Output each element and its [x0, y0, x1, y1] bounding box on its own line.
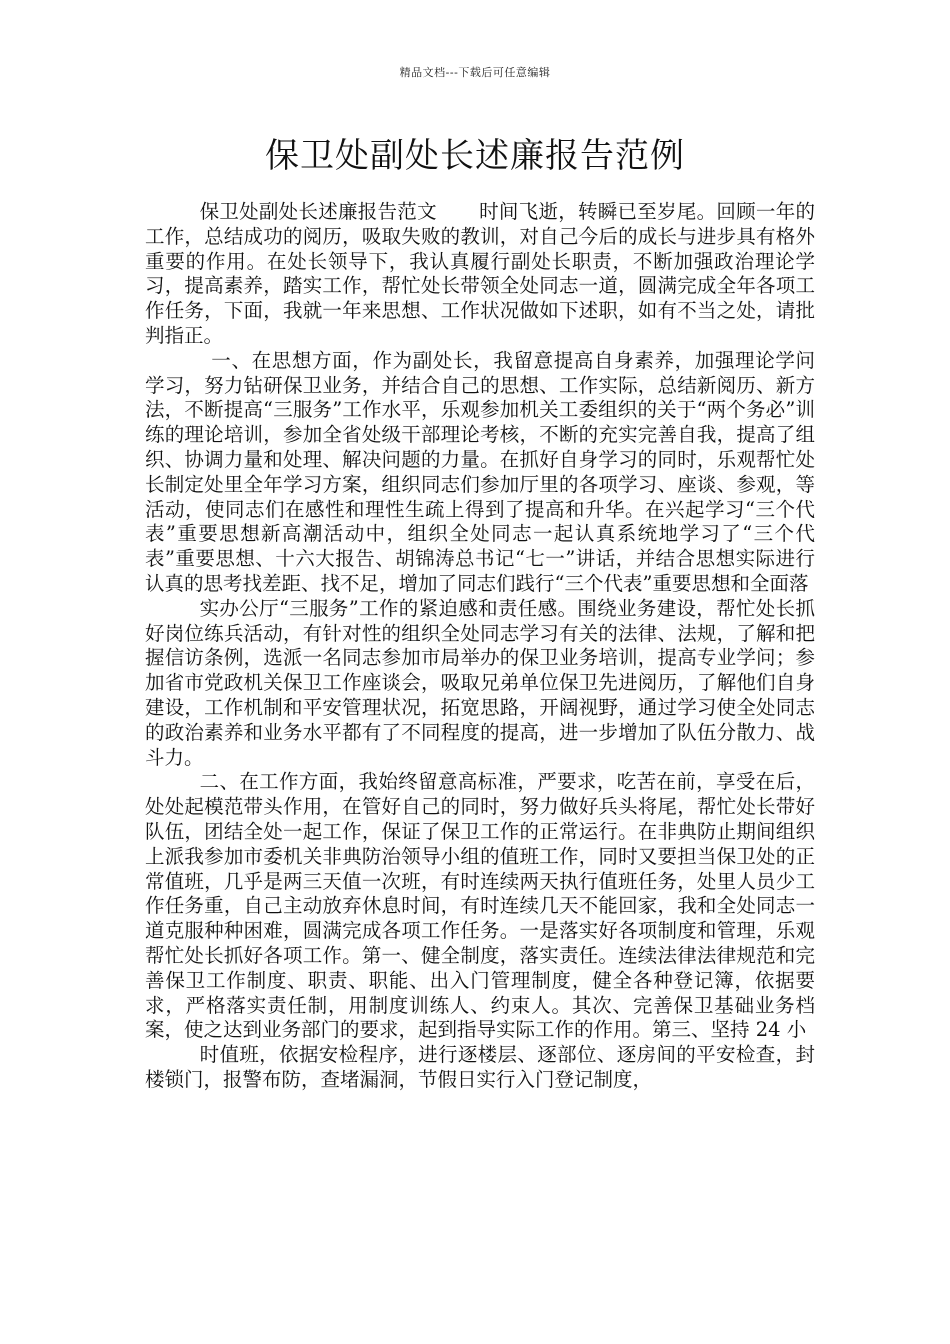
paragraph-continuation: 实办公厅“三服务”工作的紧迫感和责任感。围绕业务建设，帮忙处长抓好岗位练兵活动，有针对性的组织全处同志学习有关的法律、法规，了解和把握信访条例，选派一名同志参加市局举办的保卫业务培训，提高专业学问；参加省市党政机关保卫工作座谈会，吸取兄弟单位保卫先进阅历，了解他们自身建设，工作机制和平安管理状况，拓宽思路，开阔视野，通过学习使全处同志的政治素养和业务水平都有了不同程度的提高，进一步增加了队伍分散力、战斗力。	[145, 596, 815, 769]
paragraph-duty: 时值班，依据安检程序，进行逐楼层、逐部位、逐房间的平安检查，封楼锁门，报警布防，查堵漏洞，节假日实行入门登记制度，	[145, 1043, 815, 1091]
intro-lead: 保卫处副处长述廉报告范文	[199, 200, 437, 223]
paragraph-thought: 一、在思想方面，作为副处长，我留意提高自身素养，加强理论学问学习，努力钻研保卫业务，并结合自己的思想、工作实际，总结新阅历、新方法，不断提高“三服务”工作水平，乐观参加机关工委组织的关于“两个务必”训练的理论培训，参加全省处级干部理论考核，不断的充实完善自我，提高了组织、协调力量和处理、解决问题的力量。在抓好自身学习的同时，乐观帮忙处长制定处里全年学习方案，组织同志们参加厅里的各项学习、座谈、参观，等活动，使同志们在感性和理性生疏上得到了提高和升华。在兴起学习“三个代表”重要思想新高潮活动中，组织全处同志一起认真系统地学习了“三个代表”重要思想、十六大报告、胡锦涛总书记“七一”讲话，并结合思想实际进行认真的思考找差距、找不足，增加了同志们践行“三个代表”重要思想和全面落	[145, 348, 815, 595]
intro-text: 时间飞逝，转瞬已至岁尾。回顾一年的工作，总结成功的阅历，吸取失败的教训，对自己今后的成长与进步具有格外重要的作用。在处长领导下，我认真履行副处长职责，不断加强政治理论学习，提高素养，踏实工作，帮忙处长带领全处同志一道，圆满完成全年各项工作任务，下面，我就一年来思想、工作状况做如下述职，如有不当之处，请批判指正。	[145, 200, 815, 347]
header-note: 精品文档---下载后可任意编辑	[399, 66, 551, 79]
paragraph-work: 二、在工作方面，我始终留意高标准，严要求，吃苦在前，享受在后，处处起模范带头作用，在管好自己的同时，努力做好兵头将尾，帮忙处长带好队伍，团结全处一起工作，保证了保卫工作的正常运行。在非典防止期间组织上派我参加市委机关非典防治领导小组的值班工作，同时又要担当保卫处的正常值班，几乎是两三天值一次班，有时连续两天执行值班任务，处里人员少工作任务重，自己主动放弃休息时间，有时连续几天不能回家，我和全处同志一道克服种种困难，圆满完成各项工作任务。一是落实好各项制度和管理，乐观帮忙处长抓好各项工作。第一、健全制度，落实责任。连续法律法律规范和完善保卫工作制度、职责、职能、出入门管理制度，健全各种登记簿，依据要求，严格落实责任制，用制度训练人、约束人。其次、完善保卫基础业务档案，使之达到业务部门的要求，起到指导实际工作的作用。第三、坚持 24 小	[145, 770, 815, 1042]
paragraph-intro	[145, 200, 815, 349]
document-body	[145, 200, 815, 1093]
document-title: 保卫处副处长述廉报告范例	[265, 136, 685, 176]
